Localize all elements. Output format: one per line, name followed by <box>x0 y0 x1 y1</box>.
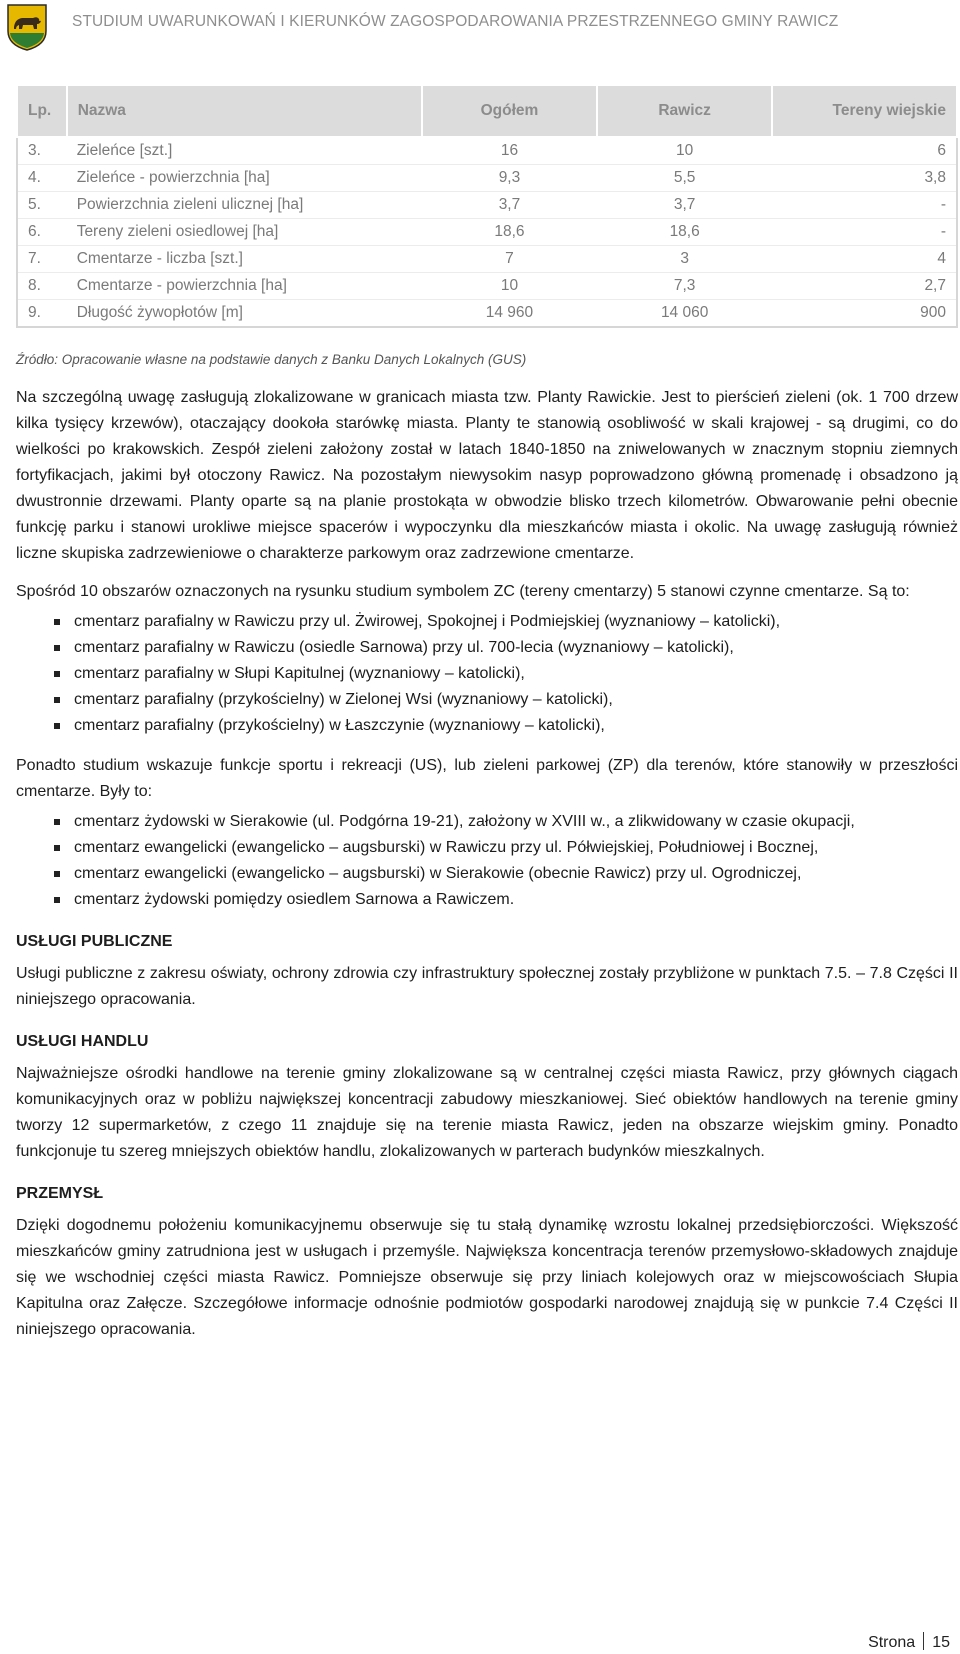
table-row <box>17 219 957 246</box>
cell-rural: 900 <box>772 300 957 328</box>
list-item: cmentarz parafialny w Rawiczu (osiedle Sarnowa) przy ul. 700-lecia (wyznaniowy – katolicki), <box>16 635 958 661</box>
page-number: 15 <box>932 1634 950 1651</box>
table-row <box>17 273 957 300</box>
paragraph-planty: Na szczególną uwagę zasługują zlokalizowane w granicach miasta tzw. Planty Rawickie. Jest to pierścień zieleni (ok. 1 700 drzew kilka tysięcy krzewów), otaczający dookoła starówkę miasta. Planty te stanowią osobliwość w skali krajowej - są drugimi, co do wielkości po krakowskich. Zespół zieleni założony został w latach 1840-1850 na zniwelowanych w znacznym stopniu ziemnych fortyfikacjach, jakimi był otoczony Rawicz. Na pozostałym niewysokim nasyp poprowadzono główną promenadę i obsadzono ją dwustronnie drzewami. Planty oparte są na planie prostokąta w obwodzie blisko trzech kilometrów. Obwarowanie pełni obecnie funkcję parku i stanowi urokliwe miejsce spacerów i wypoczynku dla mieszkańców miasta i okolic. Na uwagę zasługują również liczne skupiska zadrzewieniowe o charakterze parkowym oraz zadrzewione cmentarze. <box>16 389 958 562</box>
heading-industry: PRZEMYSŁ <box>16 1185 104 1202</box>
active-cemeteries-list <box>16 609 958 739</box>
cell-total: 18,6 <box>422 219 597 246</box>
cell-lp: 8. <box>17 273 67 300</box>
cell-total: 16 <box>422 137 597 165</box>
column-header-total: Ogółem <box>422 85 597 137</box>
bear-coat-of-arms-icon <box>6 3 48 51</box>
table-row <box>17 246 957 273</box>
table-header-row <box>17 85 957 137</box>
cell-total: 14 960 <box>422 300 597 328</box>
heading-retail-services: USŁUGI HANDLU <box>16 1033 149 1050</box>
cell-rural: 3,8 <box>772 165 957 192</box>
former-cemeteries-list <box>16 809 958 913</box>
column-header-name: Nazwa <box>67 85 422 137</box>
table-row <box>17 300 957 328</box>
cell-rawicz: 5,5 <box>597 165 772 192</box>
cell-rawicz: 7,3 <box>597 273 772 300</box>
paragraph-public-services: Usługi publiczne z zakresu oświaty, ochrony zdrowia czy infrastruktury społecznej zostały przybliżone w punktach 7.5. – 7.8 Części II niniejszego opracowania. <box>16 965 958 1008</box>
table-row <box>17 165 957 192</box>
column-header-lp: Lp. <box>17 85 67 137</box>
paragraph-cemeteries-intro: Spośród 10 obszarów oznaczonych na rysunku studium symbolem ZC (tereny cmentarzy) 5 stanowi czynne cmentarze. Są to: <box>16 583 910 600</box>
document-title: STUDIUM UWARUNKOWAŃ I KIERUNKÓW ZAGOSPODAROWANIA PRZESTRZENNEGO GMINY RAWICZ <box>72 13 839 30</box>
heading-public-services: USŁUGI PUBLICZNE <box>16 933 173 950</box>
footer-divider <box>923 1632 924 1650</box>
column-header-rawicz: Rawicz <box>597 85 772 137</box>
cell-rural: 6 <box>772 137 957 165</box>
cell-lp: 6. <box>17 219 67 246</box>
cell-lp: 7. <box>17 246 67 273</box>
cell-rural: - <box>772 192 957 219</box>
cell-name: Tereny zieleni osiedlowej [ha] <box>67 219 422 246</box>
list-item: cmentarz parafialny (przykościelny) w Zielonej Wsi (wyznaniowy – katolicki), <box>16 687 958 713</box>
cell-lp: 5. <box>17 192 67 219</box>
cell-rawicz: 3 <box>597 246 772 273</box>
list-item: cmentarz parafialny w Rawiczu przy ul. Żwirowej, Spokojnej i Podmiejskiej (wyznaniowy – katolicki), <box>16 609 958 635</box>
cell-lp: 9. <box>17 300 67 328</box>
cell-rawicz: 3,7 <box>597 192 772 219</box>
list-item: cmentarz parafialny w Słupi Kapitulnej (wyznaniowy – katolicki), <box>16 661 958 687</box>
paragraph-former-cemeteries-intro: Ponadto studium wskazuje funkcje sportu i rekreacji (US), lub zieleni parkowej (ZP) dla terenów, które stanowiły w przeszłości cmentarze. Były to: <box>16 757 958 800</box>
main-content <box>16 385 958 1355</box>
list-item: cmentarz żydowski pomiędzy osiedlem Sarnowa a Rawiczem. <box>16 887 958 913</box>
column-header-rural: Tereny wiejskie <box>772 85 957 137</box>
cell-rural: - <box>772 219 957 246</box>
cell-rawicz: 10 <box>597 137 772 165</box>
cell-rural: 2,7 <box>772 273 957 300</box>
table-row <box>17 137 957 165</box>
list-item: cmentarz parafialny (przykościelny) w Łaszczynie (wyznaniowy – katolicki), <box>16 713 958 739</box>
cell-name: Długość żywopłotów [m] <box>67 300 422 328</box>
table-source-note: Źródło: Opracowanie własne na podstawie danych z Banku Danych Lokalnych (GUS) <box>16 352 527 367</box>
cell-total: 9,3 <box>422 165 597 192</box>
page-header <box>0 0 960 52</box>
list-item: cmentarz ewangelicki (ewangelicko – augsburski) w Sierakowie (obecnie Rawicz) przy ul. Ogrodniczej, <box>16 861 958 887</box>
table-row <box>17 192 957 219</box>
page-label: Strona <box>868 1634 916 1651</box>
list-item: cmentarz ewangelicki (ewangelicko – augsburski) w Rawiczu przy ul. Półwiejskiej, Południowej i Bocznej, <box>16 835 958 861</box>
cell-rawicz: 18,6 <box>597 219 772 246</box>
cell-lp: 4. <box>17 165 67 192</box>
cell-total: 10 <box>422 273 597 300</box>
cell-total: 3,7 <box>422 192 597 219</box>
greenery-statistics-table <box>16 84 958 328</box>
page-footer <box>868 1632 950 1652</box>
cell-name: Zieleńce [szt.] <box>67 137 422 165</box>
cell-name: Powierzchnia zieleni ulicznej [ha] <box>67 192 422 219</box>
cell-name: Cmentarze - powierzchnia [ha] <box>67 273 422 300</box>
cell-total: 7 <box>422 246 597 273</box>
cell-name: Cmentarze - liczba [szt.] <box>67 246 422 273</box>
list-item: cmentarz żydowski w Sierakowie (ul. Podgórna 19-21), założony w XVIII w., a zlikwidowany w czasie okupacji, <box>16 809 958 835</box>
cell-rawicz: 14 060 <box>597 300 772 328</box>
paragraph-industry: Dzięki dogodnemu położeniu komunikacyjnemu obserwuje się tu stałą dynamikę wzrostu lokalnej przedsiębiorczości. Większość mieszkańców gminy zatrudniona jest w usługach i przemyśle. Największa koncentracja terenów przemysłowo-składowych znajduje się we wschodniej części miasta Rawicz. Pomniejsze obserwuje się przy liniach kolejowych oraz w miejscowościach Słupia Kapitulna oraz Załęcze. Szczegółowe informacje odnośnie podmiotów gospodarki narodowej znajdują się w punkcie 7.4 Części II niniejszego opracowania. <box>16 1217 958 1338</box>
cell-name: Zieleńce - powierzchnia [ha] <box>67 165 422 192</box>
cell-lp: 3. <box>17 137 67 165</box>
cell-rural: 4 <box>772 246 957 273</box>
paragraph-retail-services: Najważniejsze ośrodki handlowe na terenie gminy zlokalizowane są w centralnej części miasta Rawicz, przy głównych ciągach komunikacyjnych oraz w pobliżu największej koncentracji zabudowy mieszkaniowej. Sieć obiektów handlowych na terenie gminy tworzy 12 supermarketów, z czego 11 znajduje się na terenie miasta Rawicz, jeden na obszarze wiejskim gminy. Ponadto funkcjonuje tu szereg mniejszych obiektów handlu, zlokalizowanych w parterach budynków mieszkalnych. <box>16 1065 958 1160</box>
